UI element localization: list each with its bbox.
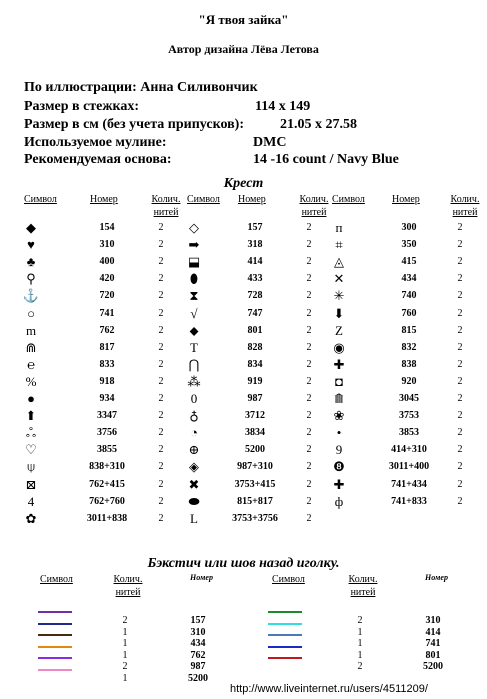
thread-number: 310 [425,615,441,626]
thread-number: 720 [99,290,115,302]
anchor-icon: ⚓ [22,288,40,304]
arch-icon: ⋒ [25,339,37,355]
thread-number: 987 [247,393,263,404]
t-icon: T [190,339,198,355]
flower-icon: ✿ [25,510,37,526]
backstitch-color-line [38,657,72,659]
four-icon: 4 [27,493,35,509]
header-symbol: Символ [332,194,365,205]
strand-count: 1 [122,626,128,638]
strand-count: 2 [158,410,164,422]
strand-count: 2 [158,478,164,490]
strand-count: 2 [457,444,463,456]
thread-number: 741 [99,307,115,319]
strand-count: 1 [122,638,128,649]
thread-number: 3753 [399,410,419,422]
info-label: Рекомендуемая основа: [24,152,172,167]
header-number: Номер [392,194,420,205]
strand-count: 2 [122,615,128,626]
thread-number: 310 [99,239,115,251]
header-number: Номер [238,194,266,205]
strand-count: 2 [457,222,463,233]
crosshair-icon: ⊕ [188,442,200,458]
down-arrow-icon: ⬇ [333,305,345,321]
strand-count: 2 [158,307,164,319]
ring-icon: ◉ [333,339,345,355]
thread-number: 760 [401,307,417,319]
strand-count: 2 [158,444,164,456]
thread-number: 433 [247,273,263,285]
strand-count: 2 [457,478,463,490]
header-symbol: Символ [24,194,57,205]
spade-cluster-icon: ⁂ [187,373,201,389]
strand-count: 2 [158,324,164,336]
thread-number: 762+760 [89,495,125,507]
chevrons-icon: ⟰ [333,391,345,406]
cross-icon: ✚ [333,356,345,372]
page-title: "Я твоя зайка" [198,12,289,27]
percent-icon: % [25,373,37,389]
triangle-icon: ◬ [334,254,344,270]
strand-count: 2 [306,427,312,439]
strand-count: 2 [158,239,164,251]
double-diamond-icon: ⬥ [189,322,199,338]
backstitch-header-number: Номер [425,573,448,582]
thread-number: 934 [99,393,115,404]
filled-circle-icon: ● [27,391,35,406]
thread-number: 838 [401,358,417,370]
strand-count: 2 [306,324,312,336]
strand-count: 2 [306,358,312,370]
thread-number: 801 [425,649,441,661]
strand-count: 2 [457,495,463,507]
backstitch-color-line [268,646,302,648]
thread-number: 834 [247,358,263,370]
pin-icon: ⚲ [26,271,36,287]
strand-count: 2 [306,256,312,268]
backstitch-header-symbol: Символ [40,574,73,585]
info-label: Размер в см (без учета припусков): [24,117,244,132]
x-icon: ✕ [333,271,345,287]
thread-number: 400 [99,256,115,268]
l-icon: L [190,510,198,526]
strand-count: 2 [158,512,164,524]
asterisk-icon: ✳ [333,288,345,304]
strand-count: 2 [457,324,463,336]
strand-count: 1 [357,638,363,649]
cross-section-title: Крест [223,176,264,191]
strand-count: 2 [158,358,164,370]
backstitch-color-line [38,646,72,648]
strand-count: 2 [306,341,312,353]
half-square-icon: ⬓ [187,254,201,270]
strand-count: 2 [306,512,312,524]
thread-number: 987 [190,661,206,672]
trefoil-icon: ஃ [25,425,37,441]
thread-number: 5200 [188,672,208,684]
thread-number: 3756 [97,427,117,439]
strand-count: 2 [306,478,312,490]
thread-number: 3045 [399,393,419,404]
thread-number: 762 [190,649,206,661]
thread-number: 3011+400 [388,461,430,473]
check-icon: √ [190,305,198,321]
pi-icon: п [335,220,343,235]
strand-count: 2 [158,256,164,268]
author-line: Автор дизайна Лёва Летова [168,42,319,56]
thread-number: 3834 [245,427,265,439]
thread-number: 414 [247,256,263,268]
backstitch-color-line [38,669,72,671]
strand-count: 2 [306,495,312,507]
strand-count: 2 [306,273,312,285]
strand-count: 2 [457,341,463,353]
strand-count: 2 [306,290,312,302]
square-dot-icon: ◘ [335,373,343,389]
small-circle-icon: ○ [27,305,35,321]
thread-number: 3347 [97,410,117,422]
thread-number: 815 [401,324,417,336]
backstitch-color-line [268,611,302,613]
diamond-icon: ◆ [26,220,36,235]
thread-number: 817 [99,341,115,353]
strand-count: 2 [158,427,164,439]
hourglass-icon: ⧗ [189,288,199,304]
thread-number: 3853 [399,427,419,439]
thread-number: 741 [425,638,441,649]
header-count: Колич. нитей [450,194,480,218]
thread-number: 919 [247,375,263,387]
thread-number: 310 [190,626,206,638]
backstitch-color-line [268,623,302,625]
backstitch-color-line [38,611,72,613]
strand-count: 2 [158,461,164,473]
strand-count: 2 [457,461,463,473]
thread-number: 154 [99,222,115,233]
backstitch-color-line [38,634,72,636]
thread-number: 838+310 [89,461,125,473]
thread-number: 987+310 [237,461,273,473]
info-label: Размер в стежках: [24,99,140,114]
strand-count: 2 [306,239,312,251]
thread-number: 832 [401,341,417,353]
capsule-icon: ⬮ [189,271,199,287]
club-icon: ♣ [26,254,36,270]
strand-count: 2 [457,393,463,404]
thread-number: 3011+838 [86,512,128,524]
strand-count: 2 [306,393,312,404]
bulb-icon: ♁ [189,408,199,424]
thread-number: 3712 [245,410,265,422]
info-value: 14 -16 count / Navy Blue [253,152,399,167]
thread-number: 415 [401,256,417,268]
e-icon: ℮ [27,356,35,372]
strand-count: 2 [457,256,463,268]
strand-count: 1 [122,649,128,661]
backstitch-header-count: Колич. нитей [348,574,378,598]
bold-x-icon: ✖ [188,476,200,492]
backstitch-color-line [268,634,302,636]
thread-number: 740 [401,290,417,302]
backstitch-header-count: Колич. нитей [113,574,143,598]
strand-count: 2 [357,661,363,672]
strand-count: 2 [457,290,463,302]
phi-icon: ф [334,493,344,509]
thread-number: 762+415 [89,478,125,490]
backstitch-section-title: Бэкстич или шов назад иголку. [147,556,340,571]
header-count: Колич. нитей [151,194,181,218]
strand-count: 2 [306,410,312,422]
strand-count: 2 [457,358,463,370]
thread-number: 5200 [423,661,443,672]
strand-count: 2 [457,427,463,439]
strand-count: 2 [158,393,164,404]
thread-number: 3753+3756 [232,512,278,524]
strand-count: 2 [158,290,164,302]
thread-number: 300 [401,222,417,233]
strand-count: 2 [306,444,312,456]
strand-count: 2 [158,495,164,507]
thread-number: 918 [99,375,115,387]
backstitch-header-symbol: Символ [272,574,305,585]
thread-number: 434 [190,638,206,649]
z-icon: Z [335,322,343,338]
strand-count: 1 [122,672,128,684]
strand-count: 2 [306,307,312,319]
info-value: DMC [253,135,287,150]
info-value: 114 x 149 [255,99,311,114]
thread-number: 741+434 [391,478,427,490]
heart-outline-icon: ♡ [25,442,37,458]
thread-number: 157 [247,222,263,233]
info-label: По иллюстрации: Анна Силивончик [24,80,258,95]
thread-number: 350 [401,239,417,251]
strand-count: 2 [306,461,312,473]
header-number: Номер [90,194,118,205]
hash-icon: ⌗ [335,237,343,253]
header-count: Колич. нитей [299,194,329,218]
strand-count: 2 [357,615,363,626]
thread-number: 815+817 [237,495,273,507]
up-arrow-icon: ⬆ [25,408,37,424]
right-arrow-icon: ➡ [188,237,200,253]
strand-count: 1 [357,649,363,661]
thread-number: 414+310 [391,444,427,456]
thread-number: 741+833 [391,495,427,507]
strand-count: 2 [306,375,312,387]
strand-count: 2 [158,273,164,285]
footer-url[interactable]: http://www.liveinternet.ru/users/4511209/ [230,683,428,695]
backstitch-color-line [38,623,72,625]
thread-number: 3855 [97,444,117,456]
backstitch-header-number: Номер [190,573,213,582]
strand-count: 2 [158,375,164,387]
badge-icon: ❀ [333,408,345,424]
thread-number: 434 [401,273,417,285]
thread-number: 801 [247,324,263,336]
strand-count: 2 [158,341,164,353]
strand-count: 1 [357,626,363,638]
thread-number: 728 [247,290,263,302]
mushroom-icon: ⍦ [27,459,35,475]
strand-count: 2 [457,410,463,422]
strand-count: 2 [457,239,463,251]
info-label: Используемое мулине: [24,135,167,150]
thread-number: 318 [247,239,263,251]
quarter-circle-icon: ◔ [190,425,198,441]
strand-count: 2 [122,661,128,672]
strand-count: 2 [457,375,463,387]
thread-number: 828 [247,341,263,353]
heart-icon: ♥ [27,237,35,253]
eight-ball-icon: ❽ [333,459,345,475]
thread-number: 420 [99,273,115,285]
oval-icon: ⬬ [188,493,200,509]
strand-count: 2 [457,273,463,285]
boxed-x-icon: ⊠ [25,476,37,492]
zero-icon: 0 [190,391,198,406]
info-value: 21.05 x 27.58 [280,117,357,132]
m-icon: m [25,322,37,338]
strand-count: 2 [306,222,312,233]
thread-number: 5200 [245,444,265,456]
thread-number: 833 [99,358,115,370]
dot-icon: • [336,425,342,441]
strand-count: 2 [457,307,463,319]
thread-number: 157 [190,615,206,626]
cap-icon: ⋂ [188,356,200,372]
thread-number: 747 [247,307,263,319]
diamond-outline-icon: ◇ [189,220,199,235]
strand-count: 2 [158,222,164,233]
thread-number: 762 [99,324,115,336]
thread-number: 3753+415 [234,478,276,490]
diamond-x-icon: ◈ [189,459,199,475]
thread-number: 920 [401,375,417,387]
header-symbol: Символ [187,194,220,205]
backstitch-color-line [268,657,302,659]
nine-icon: 9 [335,442,343,458]
thread-number: 414 [425,626,441,638]
plus-icon: ✚ [333,476,345,492]
